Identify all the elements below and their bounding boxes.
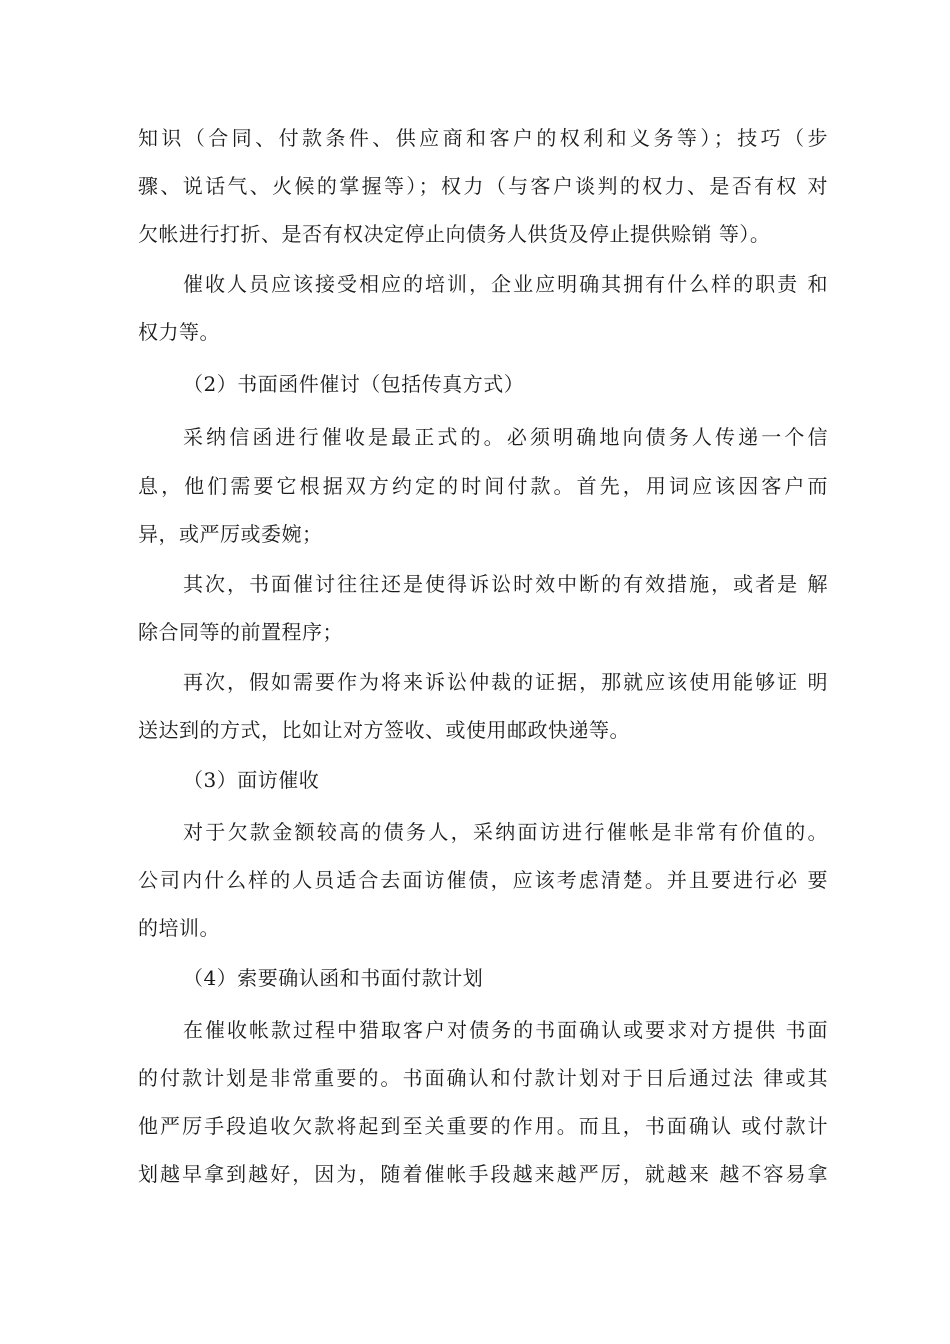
text-line: 采纳信函进行催收是最正式的。必须明确地向债务人传递一个信 — [183, 425, 828, 449]
section-heading: （2）书面函件催讨（包括传真方式） — [183, 372, 525, 396]
text-line: 他严厉手段追收欠款将起到至关重要的作用。而且，书面确认 或付款计 — [138, 1114, 828, 1138]
text-line: 其次，书面催讨往往还是使得诉讼时效中断的有效措施，或者是 解 — [183, 572, 828, 596]
text-line: 异，或严厉或委婉； — [138, 522, 323, 546]
text-line: 欠帐进行打折、是否有权决定停止向债务人供货及停止提供赊销 等）。 — [138, 222, 771, 246]
text-line: 划越早拿到越好，因为，随着催帐手段越来越严厉，就越来 越不容易拿 — [138, 1162, 828, 1186]
text-line: 在催收帐款过程中猎取客户对债务的书面确认或要求对方提供 书面 — [183, 1018, 828, 1042]
text-line: 公司内什么样的人员适合去面访催债，应该考虑清楚。并且要进行必 要 — [138, 868, 828, 892]
text-line: 的付款计划是非常重要的。书面确认和付款计划对于日后通过法 律或其 — [138, 1066, 828, 1090]
text-line: 息，他们需要它根据双方约定的时间付款。首先，用词应该因客户而 — [138, 474, 828, 498]
text-line: 再次，假如需要作为将来诉讼仲裁的证据，那就应该使用能够证 明 — [183, 670, 828, 694]
text-line: 骤、说话气、火候的掌握等）；权力（与客户谈判的权力、是否有权 对 — [138, 174, 828, 198]
section-heading: （4）索要确认函和书面付款计划 — [183, 966, 484, 990]
text-line: 除合同等的前置程序； — [138, 620, 343, 644]
text-line: 送达到的方式，比如让对方签收、或使用邮政快递等。 — [138, 718, 630, 742]
text-line: 的培训。 — [138, 916, 220, 940]
text-line: 权力等。 — [138, 320, 220, 344]
text-line: 对于欠款金额较高的债务人，采纳面访进行催帐是非常有价值的。 — [183, 820, 828, 844]
text-line: 知识（合同、付款条件、供应商和客户的权利和义务等）；技巧（步 — [138, 126, 828, 150]
section-heading: （3）面访催收 — [183, 768, 320, 792]
text-line: 催收人员应该接受相应的培训，企业应明确其拥有什么样的职责 和 — [183, 272, 828, 296]
